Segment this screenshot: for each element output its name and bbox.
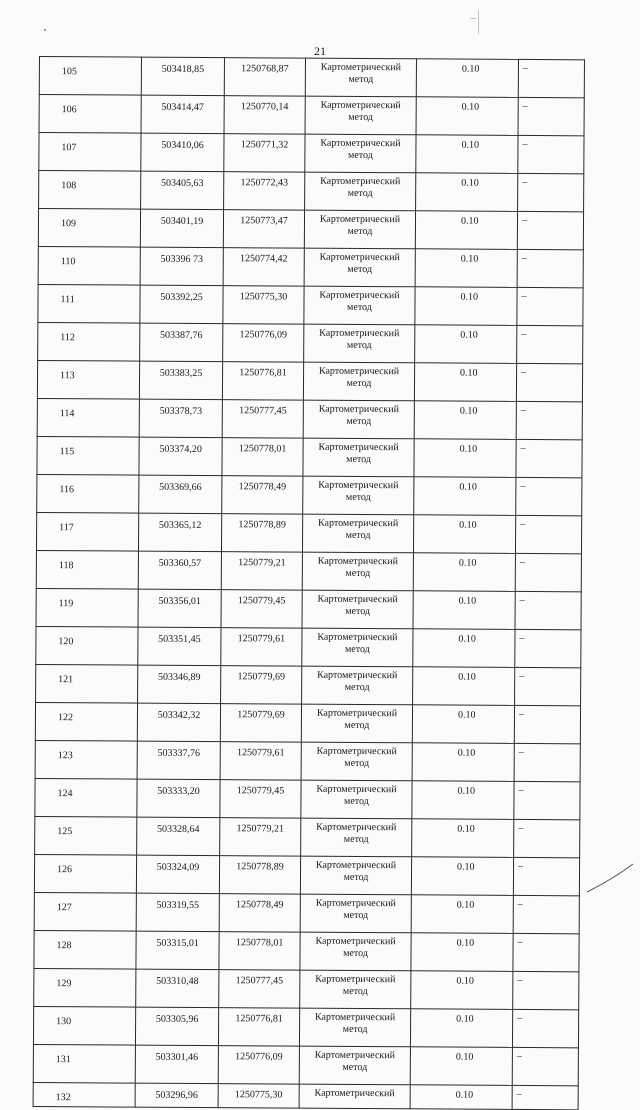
accuracy-cell: 0.10 bbox=[415, 325, 517, 364]
method-cell bbox=[302, 590, 413, 629]
method-text: метод bbox=[344, 719, 370, 732]
table-row bbox=[39, 57, 584, 98]
method-cell bbox=[304, 248, 415, 287]
point-number-cell: 118 bbox=[36, 550, 138, 589]
method-cell bbox=[300, 932, 411, 971]
accuracy-cell: 0.10 bbox=[414, 363, 516, 402]
table-row bbox=[36, 550, 581, 591]
method-text: Картометрический bbox=[317, 555, 399, 568]
accuracy-cell: 0.10 bbox=[410, 1085, 512, 1110]
accuracy-cell: 0.10 bbox=[416, 135, 518, 174]
method-text: метод bbox=[343, 909, 369, 922]
table-row bbox=[36, 512, 581, 553]
method-text: метод bbox=[345, 529, 371, 542]
method-cell bbox=[303, 438, 414, 477]
method-cell bbox=[300, 856, 411, 895]
y-coordinate-cell: 1250779,45 bbox=[221, 590, 302, 628]
note-cell: – bbox=[517, 249, 583, 287]
y-coordinate-cell: 1250775,30 bbox=[218, 1084, 299, 1108]
method-cell bbox=[300, 970, 411, 1009]
x-coordinate-cell: 503356,01 bbox=[138, 589, 221, 628]
point-number-cell: 119 bbox=[36, 588, 138, 627]
table-row bbox=[37, 398, 582, 439]
method-text: Картометрический bbox=[318, 479, 399, 492]
y-coordinate-cell: 1250779,21 bbox=[221, 552, 302, 590]
method-cell bbox=[305, 96, 416, 135]
method-text: метод bbox=[347, 225, 373, 238]
method-text: Картометрический bbox=[319, 251, 400, 264]
note-cell: – bbox=[515, 515, 581, 553]
y-coordinate-cell: 1250771,32 bbox=[224, 134, 305, 172]
y-coordinate-cell: 1250773,47 bbox=[223, 210, 304, 248]
table-row bbox=[39, 95, 584, 136]
y-coordinate-cell: 1250776,81 bbox=[222, 362, 303, 400]
point-number-cell: 111 bbox=[38, 284, 140, 323]
method-text: Картометрический bbox=[316, 745, 397, 758]
table-row bbox=[34, 930, 579, 971]
accuracy-cell: 0.10 bbox=[415, 249, 517, 288]
x-coordinate-cell: 503319,55 bbox=[136, 893, 219, 932]
method-cell bbox=[303, 476, 414, 515]
accuracy-cell: 0.10 bbox=[413, 629, 515, 668]
method-cell bbox=[301, 780, 412, 819]
table-row bbox=[36, 664, 581, 705]
method-text: метод bbox=[343, 947, 368, 960]
method-text: Картометрический bbox=[317, 669, 398, 682]
note-cell: – bbox=[518, 173, 584, 211]
x-coordinate-cell: 503396 73 bbox=[140, 247, 223, 286]
y-coordinate-cell: 1250778,49 bbox=[222, 476, 303, 514]
x-coordinate-cell: 503301,46 bbox=[135, 1045, 218, 1084]
method-cell bbox=[299, 1046, 410, 1085]
point-number-cell: 132 bbox=[33, 1082, 135, 1107]
note-cell: – bbox=[518, 135, 584, 173]
accuracy-cell: 0.10 bbox=[415, 287, 517, 326]
method-text: Картометрический bbox=[314, 1049, 396, 1062]
point-number-cell: 107 bbox=[39, 133, 141, 172]
x-coordinate-cell: 503315,01 bbox=[136, 931, 219, 970]
method-text: Картометрический bbox=[315, 859, 397, 872]
method-cell bbox=[302, 628, 413, 667]
method-text: метод bbox=[346, 339, 372, 352]
method-cell bbox=[304, 286, 415, 325]
scan-speck bbox=[470, 18, 476, 19]
x-coordinate-cell: 503401,19 bbox=[140, 209, 223, 248]
y-coordinate-cell: 1250774,42 bbox=[223, 248, 304, 286]
x-coordinate-cell: 503383,25 bbox=[139, 361, 222, 400]
table-row bbox=[33, 1044, 578, 1085]
accuracy-cell: 0.10 bbox=[414, 477, 516, 516]
accuracy-cell: 0.10 bbox=[414, 401, 516, 440]
method-text: метод bbox=[344, 643, 370, 656]
note-cell: – bbox=[514, 743, 580, 781]
point-number-cell: 123 bbox=[35, 740, 137, 779]
point-number-cell: 105 bbox=[39, 57, 141, 96]
y-coordinate-cell: 1250778,49 bbox=[219, 894, 300, 932]
note-cell: – bbox=[514, 781, 580, 819]
y-coordinate-cell: 1250778,89 bbox=[219, 856, 300, 894]
method-text: Картометрический bbox=[318, 441, 399, 454]
point-number-cell: 130 bbox=[33, 1006, 135, 1045]
accuracy-cell: 0.10 bbox=[411, 857, 513, 896]
x-coordinate-cell: 503342,32 bbox=[137, 703, 220, 742]
method-text: метод bbox=[342, 1023, 368, 1036]
accuracy-cell: 0.10 bbox=[416, 97, 518, 136]
note-cell: – bbox=[516, 439, 582, 477]
coordinates-table-body bbox=[33, 57, 584, 1110]
method-cell bbox=[305, 172, 416, 211]
method-text: метод bbox=[348, 111, 374, 124]
method-cell bbox=[299, 1008, 410, 1047]
x-coordinate-cell: 503369,66 bbox=[139, 475, 222, 514]
coordinates-table-wrapper bbox=[33, 56, 584, 1110]
x-coordinate-cell: 503333,20 bbox=[137, 779, 220, 818]
accuracy-cell: 0.10 bbox=[412, 743, 514, 782]
method-text: Картометрический bbox=[315, 935, 396, 948]
scan-speck bbox=[44, 29, 46, 31]
method-text: Картометрический bbox=[315, 897, 396, 910]
accuracy-cell: 0.10 bbox=[413, 515, 515, 554]
y-coordinate-cell: 1250776,09 bbox=[223, 324, 304, 362]
y-coordinate-cell: 1250778,01 bbox=[222, 438, 303, 476]
method-cell bbox=[305, 58, 416, 97]
method-cell bbox=[302, 552, 413, 591]
table-row bbox=[35, 702, 580, 743]
y-coordinate-cell: 1250778,89 bbox=[221, 514, 302, 552]
note-cell: – bbox=[513, 933, 579, 971]
accuracy-cell: 0.10 bbox=[413, 667, 515, 706]
method-text: Картометрический bbox=[318, 403, 399, 416]
table-row bbox=[35, 778, 580, 819]
method-text: метод bbox=[344, 757, 370, 770]
method-text: Картометрический bbox=[318, 365, 400, 378]
y-coordinate-cell: 1250779,69 bbox=[220, 704, 301, 742]
note-cell: – bbox=[513, 857, 579, 895]
x-coordinate-cell: 503374,20 bbox=[139, 437, 222, 476]
y-coordinate-cell: 1250776,81 bbox=[218, 1008, 299, 1046]
table-row bbox=[33, 1082, 578, 1109]
method-cell bbox=[301, 742, 412, 781]
y-coordinate-cell: 1250772,43 bbox=[224, 172, 305, 210]
x-coordinate-cell: 503414,47 bbox=[141, 95, 224, 134]
note-cell: – bbox=[515, 591, 581, 629]
accuracy-cell: 0.10 bbox=[412, 819, 514, 858]
accuracy-cell: 0.10 bbox=[416, 173, 518, 212]
x-coordinate-cell: 503392,25 bbox=[140, 285, 223, 324]
method-text: метод bbox=[347, 301, 372, 314]
table-row bbox=[38, 322, 583, 363]
note-cell: – bbox=[514, 705, 580, 743]
x-coordinate-cell: 503324,09 bbox=[136, 855, 219, 894]
table-row bbox=[37, 360, 582, 401]
x-coordinate-cell: 503410,06 bbox=[141, 133, 224, 172]
table-row bbox=[37, 436, 582, 477]
x-coordinate-cell: 503296,96 bbox=[135, 1083, 218, 1108]
x-coordinate-cell: 503378,73 bbox=[139, 399, 222, 438]
x-coordinate-cell: 503387,76 bbox=[140, 323, 223, 362]
accuracy-cell: 0.10 bbox=[410, 1047, 512, 1086]
method-text: метод bbox=[346, 453, 371, 466]
x-coordinate-cell: 503305,96 bbox=[135, 1007, 218, 1046]
method-text: метод bbox=[346, 377, 372, 390]
pen-stroke bbox=[585, 858, 635, 894]
y-coordinate-cell: 1250777,45 bbox=[222, 400, 303, 438]
y-coordinate-cell: 1250770,14 bbox=[224, 96, 305, 134]
x-coordinate-cell: 503337,76 bbox=[137, 741, 220, 780]
method-text: Картометрический bbox=[320, 99, 401, 112]
note-cell: – bbox=[516, 363, 582, 401]
accuracy-cell: 0.10 bbox=[410, 1009, 512, 1048]
note-cell: – bbox=[515, 629, 581, 667]
point-number-cell: 106 bbox=[39, 95, 141, 134]
x-coordinate-cell: 503346,89 bbox=[138, 665, 221, 704]
point-number-cell: 113 bbox=[37, 360, 139, 399]
point-number-cell: 131 bbox=[33, 1044, 135, 1083]
method-text: метод bbox=[343, 871, 369, 884]
y-coordinate-cell: 1250768,87 bbox=[224, 58, 305, 96]
page-number: 21 bbox=[314, 44, 326, 58]
accuracy-cell: 0.10 bbox=[411, 933, 513, 972]
note-cell: – bbox=[515, 553, 581, 591]
note-cell: – bbox=[515, 667, 581, 705]
y-coordinate-cell: 1250776,09 bbox=[218, 1046, 299, 1084]
note-cell: – bbox=[512, 1009, 578, 1047]
y-coordinate-cell: 1250778,01 bbox=[219, 932, 300, 970]
x-coordinate-cell: 503418,85 bbox=[141, 57, 224, 96]
method-text: метод bbox=[346, 415, 372, 428]
note-cell: – bbox=[513, 971, 579, 1009]
accuracy-cell: 0.10 bbox=[415, 211, 517, 250]
x-coordinate-cell: 503328,64 bbox=[137, 817, 220, 856]
method-text: метод bbox=[342, 1061, 368, 1074]
accuracy-cell: 0.10 bbox=[411, 895, 513, 934]
method-text: Картометрический bbox=[317, 593, 398, 606]
y-coordinate-cell: 1250779,61 bbox=[221, 628, 302, 666]
accuracy-cell: 0.10 bbox=[411, 971, 513, 1010]
point-number-cell: 110 bbox=[38, 246, 140, 285]
method-cell bbox=[303, 400, 414, 439]
x-coordinate-cell: 503351,45 bbox=[138, 627, 221, 666]
point-number-cell: 122 bbox=[35, 702, 137, 741]
method-text: метод bbox=[344, 795, 369, 808]
method-text: Картометрический bbox=[316, 783, 397, 796]
method-text: Картометрический bbox=[317, 631, 398, 644]
point-number-cell: 124 bbox=[35, 778, 137, 817]
point-number-cell: 114 bbox=[37, 398, 139, 437]
x-coordinate-cell: 503405,63 bbox=[141, 171, 224, 210]
y-coordinate-cell: 1250779,45 bbox=[220, 780, 301, 818]
method-text: Картометрический bbox=[316, 821, 397, 834]
table-row bbox=[34, 968, 579, 1009]
method-text: метод bbox=[347, 149, 373, 162]
point-number-cell: 112 bbox=[38, 322, 140, 361]
table-row bbox=[35, 740, 580, 781]
table-row bbox=[39, 171, 584, 212]
point-number-cell: 125 bbox=[35, 816, 137, 855]
method-text: Картометрический bbox=[319, 289, 400, 302]
note-cell: – bbox=[516, 477, 582, 515]
point-number-cell: 121 bbox=[36, 664, 138, 703]
point-number-cell: 128 bbox=[34, 930, 136, 969]
method-cell bbox=[305, 134, 416, 173]
accuracy-cell: 0.10 bbox=[413, 591, 515, 630]
point-number-cell: 126 bbox=[34, 854, 136, 893]
note-cell: – bbox=[518, 59, 584, 97]
note-cell: – bbox=[512, 1085, 578, 1109]
y-coordinate-cell: 1250779,69 bbox=[221, 666, 302, 704]
method-text: Картометрический bbox=[319, 327, 400, 340]
table-row bbox=[38, 284, 583, 325]
method-cell bbox=[304, 324, 415, 363]
method-cell bbox=[303, 362, 414, 401]
scan-speck bbox=[478, 10, 479, 34]
method-text: метод bbox=[345, 491, 371, 504]
method-text: Картометрический bbox=[317, 517, 399, 530]
note-cell: – bbox=[512, 1047, 578, 1085]
method-text: Картометрический bbox=[316, 707, 398, 720]
table-row bbox=[35, 816, 580, 857]
accuracy-cell: 0.10 bbox=[413, 553, 515, 592]
note-cell: – bbox=[514, 819, 580, 857]
y-coordinate-cell: 1250775,30 bbox=[223, 286, 304, 324]
note-cell: – bbox=[516, 401, 582, 439]
method-cell bbox=[301, 818, 412, 857]
note-cell: – bbox=[517, 287, 583, 325]
point-number-cell: 120 bbox=[36, 626, 138, 665]
x-coordinate-cell: 503360,57 bbox=[138, 551, 221, 590]
method-text: метод bbox=[348, 73, 374, 86]
x-coordinate-cell: 503310,48 bbox=[136, 969, 219, 1008]
coordinates-table bbox=[33, 56, 585, 1110]
method-cell bbox=[301, 704, 412, 743]
point-number-cell: 117 bbox=[36, 512, 138, 551]
y-coordinate-cell: 1250777,45 bbox=[219, 970, 300, 1008]
method-cell bbox=[299, 1084, 410, 1109]
table-row bbox=[34, 854, 579, 895]
point-number-cell: 115 bbox=[37, 436, 139, 475]
method-text: Картометрический bbox=[314, 1087, 395, 1100]
method-text: метод bbox=[342, 985, 368, 998]
method-text: Картометрический bbox=[315, 973, 396, 986]
note-cell: – bbox=[513, 895, 579, 933]
y-coordinate-cell: 1250779,61 bbox=[220, 742, 301, 780]
method-cell bbox=[302, 514, 413, 553]
table-row bbox=[36, 588, 581, 629]
note-cell: – bbox=[517, 211, 583, 249]
point-number-cell: 116 bbox=[37, 474, 139, 513]
method-cell bbox=[304, 210, 415, 249]
method-cell bbox=[302, 666, 413, 705]
method-text: Картометрический bbox=[320, 61, 402, 74]
method-text: метод bbox=[343, 833, 369, 846]
method-text: Картометрический bbox=[320, 137, 401, 150]
table-row bbox=[36, 626, 581, 667]
accuracy-cell: 0.10 bbox=[416, 59, 518, 98]
x-coordinate-cell: 503365,12 bbox=[138, 513, 221, 552]
table-row bbox=[34, 892, 579, 933]
method-text: Картометрический bbox=[320, 175, 401, 188]
point-number-cell: 108 bbox=[39, 171, 141, 210]
table-row bbox=[33, 1006, 578, 1047]
method-text: Картометрический bbox=[319, 213, 401, 226]
note-cell: – bbox=[517, 325, 583, 363]
method-cell bbox=[300, 894, 411, 933]
method-text: метод bbox=[345, 567, 371, 580]
point-number-cell: 129 bbox=[34, 968, 136, 1007]
table-row bbox=[38, 246, 583, 287]
point-number-cell: 109 bbox=[38, 209, 140, 248]
table-row bbox=[39, 133, 584, 174]
table-row bbox=[38, 209, 583, 250]
method-text: метод bbox=[347, 187, 373, 200]
method-text: метод bbox=[344, 681, 370, 694]
accuracy-cell: 0.10 bbox=[412, 705, 514, 744]
point-number-cell: 127 bbox=[34, 892, 136, 931]
table-row bbox=[37, 474, 582, 515]
accuracy-cell: 0.10 bbox=[412, 781, 514, 820]
method-text: метод bbox=[347, 263, 373, 276]
method-text: Картометрический bbox=[314, 1011, 396, 1024]
note-cell: – bbox=[518, 97, 584, 135]
y-coordinate-cell: 1250779,21 bbox=[220, 818, 301, 856]
method-text: метод bbox=[345, 605, 371, 618]
accuracy-cell: 0.10 bbox=[414, 439, 516, 478]
